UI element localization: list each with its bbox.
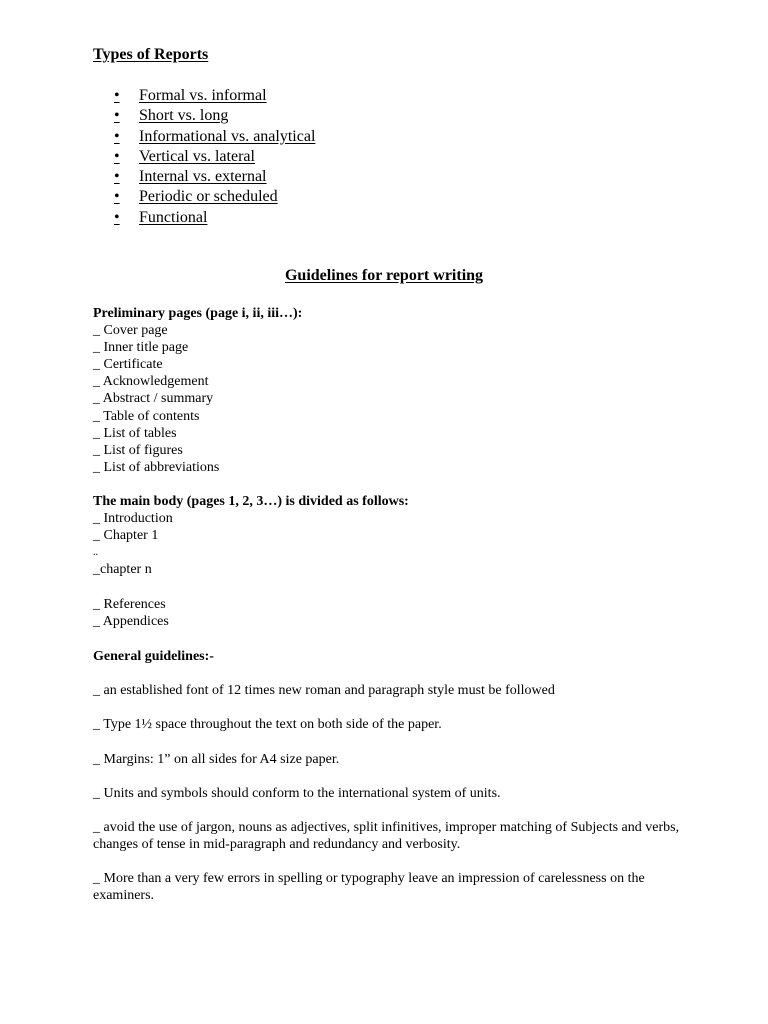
list-item [114,147,315,167]
guideline-paragraph: _ avoid the use of jargon, nouns as adjectives, split infinitives, improper matching of Subjects and verbs, changes of tense in mid-paragraph and redundancy and verbosity. [93,819,680,853]
bullet-icon: • [114,107,120,125]
preliminary-pages-heading: Preliminary pages (page i, ii, iii…): [93,306,303,321]
list-item: _chapter n [93,562,152,578]
bullet-icon: • [114,127,120,145]
guideline-paragraph: _ Type 1½ space throughout the text on both side of the paper. [93,717,442,733]
list-item: _ References [93,596,166,612]
guideline-paragraph: _ More than a very few errors in spelling or typography leave an impression of carelessness on the examiners. [93,871,645,904]
spacer [93,733,693,750]
spacer [93,665,693,682]
list-item-text: Vertical vs. lateral [139,147,255,165]
list-item: _ List of abbreviations [93,459,220,475]
list-item: _ List of tables [93,425,177,441]
list-item-text: Internal vs. external [139,168,267,186]
general-guidelines-section [93,648,693,904]
list-item: _ Introduction [93,511,173,527]
list-item [114,167,315,187]
spacer [93,802,693,819]
bullet-icon: • [114,147,120,165]
list-item: _ Cover page [93,323,168,339]
spacer [93,699,693,716]
list-item [114,127,315,147]
list-item: _ Inner title page [93,340,189,356]
blank-line [93,578,409,595]
bullet-icon: • [114,208,120,226]
report-types-list [114,86,315,228]
list-item [114,106,315,126]
list-item: _ Abstract / summary [93,391,214,407]
list-item: _ Appendices [93,613,169,629]
list-item: _ Certificate [93,357,163,373]
list-item: _ Acknowledgement [93,374,209,390]
list-item-text: Functional [139,208,208,226]
spacer [93,768,693,785]
guideline-paragraph: _ Margins: 1” on all sides for A4 size paper. [93,751,340,767]
main-body-section [93,493,409,630]
list-item [114,187,315,207]
list-item-text: Periodic or scheduled [139,188,278,206]
bullet-icon: • [114,188,120,206]
guidelines-heading: Guidelines for report writing [284,267,484,284]
bullet-icon: • [114,168,120,186]
list-item-text: Informational vs. analytical [139,127,316,145]
guideline-paragraph: _ Units and symbols should conform to the international system of units. [93,785,501,801]
bullet-icon: • [114,87,120,104]
spacer [93,853,693,870]
list-item-text: Short vs. long [139,107,229,125]
ellipsis-marker: .. [93,547,98,559]
general-guidelines-heading: General guidelines:- [93,649,214,664]
list-item-text: Formal vs. informal [139,87,267,104]
list-item [114,208,315,228]
list-item: _ Chapter 1 [93,528,159,544]
guideline-paragraph: _ an established font of 12 times new roman and paragraph style must be followed [93,683,555,699]
list-item: _ List of figures [93,442,183,458]
main-body-heading: The main body (pages 1, 2, 3…) is divided as follows: [93,494,409,509]
list-item: _ Table of contents [93,408,200,424]
types-of-reports-heading: Types of Reports [93,46,209,63]
list-item [114,86,315,106]
preliminary-pages-section [93,305,302,476]
